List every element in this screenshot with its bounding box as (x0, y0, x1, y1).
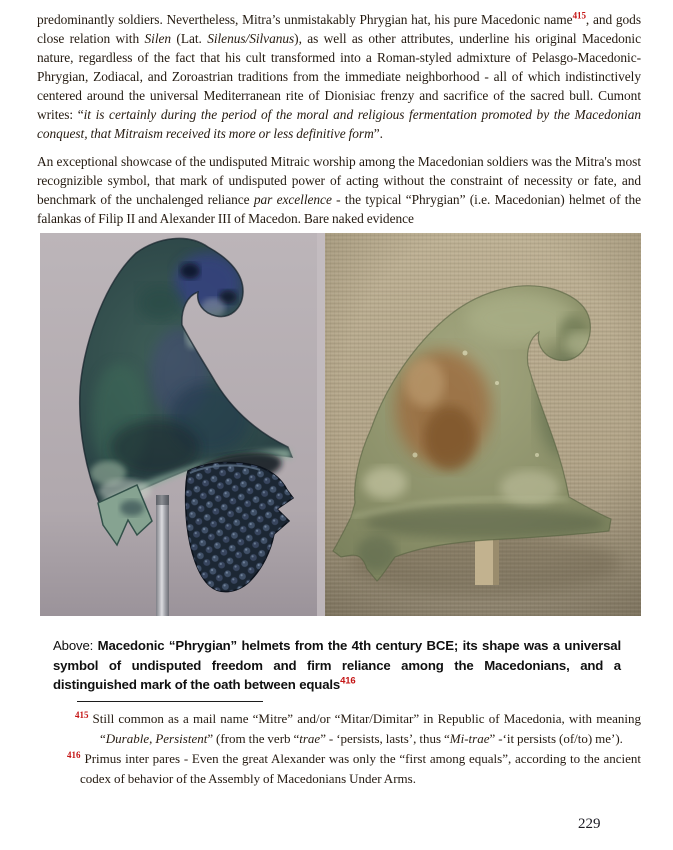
footnote-415 (37, 709, 641, 749)
footnote-416-marker: 416 (67, 749, 81, 760)
left-helmet-photo (40, 233, 325, 616)
right-helmet-photo (325, 233, 641, 616)
main-text (37, 10, 641, 237)
paragraph-2: An exceptional showcase of the undisputed Mitraic worship among the Macedonian soldiers was the Mitra's most recognizible symbol, that mark of undisputed power of acting without the constraint of necessity or fate, and benchmark of the unchalenged reliance par excellence - the typical “Phrygian” (i.e. Macedonian) helmet of the falankas of Filip II and Alexander III of Macedon. Bare naked evidence (37, 154, 641, 226)
footnote-separator (77, 701, 263, 702)
display-stand-pole (156, 495, 169, 616)
paragraph-1: predominantly soldiers. Nevertheless, Mitra’s unmistakably Phrygian hat, his pure Macedonic name$^{415}$, and gods close relation with Silen (Lat. Silenus/Silvanus), as well as other attributes, underline his original Macedonic nature, regardless of the fact that his cult transformed into a Roman-styled admixture of Pelasgo-Macedonic-Phrygian, Zodiacal, and Zoroastrian traditions from the immediate neighborhood - all of which indistinctively centered around the universal Mediterranean rite of Dionisiac frenzy and sacrifice of the sacred bull. Cumont writes: “it is certainly during the period of the moral and religious fermentation promoted by the Macedonian conquest, that Mitraism received its more or less definitive form”. (37, 10, 641, 141)
page-number: 229 (578, 816, 601, 832)
figure-helmet-photos (40, 233, 641, 616)
footnotes (37, 701, 641, 789)
footnote-415-text: Still common as a mail name “Mitre” and/or “Mitar/Dimitar” in Republic of Macedonia, with meaning “Durable, Persistent” (from the verb “trae” - ‘persists, lasts’, thus “Mi-trae” -‘it persists (of/to) me’). (92, 711, 641, 746)
footnote-416 (37, 749, 641, 789)
figure-caption: Above: Macedonic “Phrygian” helmets from the 4th century BCE; its shape was a universal symbol of undisputed freedom and firm reliance among the Macedonians, and a distinguished mark of the oath between equals$^{416}$ (53, 638, 621, 692)
footnote-416-text: Primus inter pares - Even the great Alexander was only the “first among equals”, according to the ancient codex of behavior of the Assembly of Macedonians Under Arms. (80, 751, 641, 786)
left-photo-edge-strip (317, 233, 325, 616)
footnote-415-marker: 415 (75, 709, 89, 720)
